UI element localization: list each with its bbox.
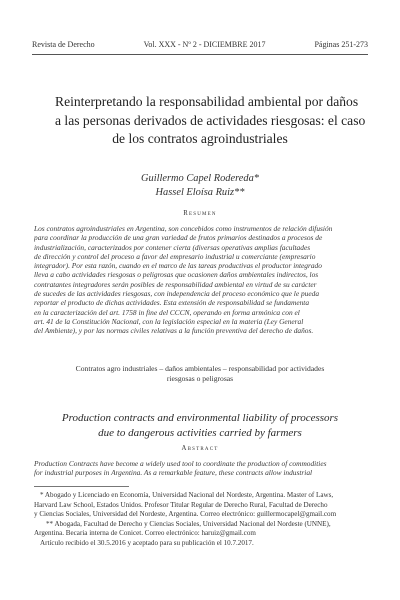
issue-info: Vol. XXX - Nº 2 - DICIEMBRE 2017 (143, 40, 266, 49)
footnote-line: ** Abogada, Facultad de Derecho y Ciencias Sociales, Universidad Nacional del Nordeste (UNNE), (46, 519, 331, 528)
page-range: Páginas 251-273 (314, 40, 368, 49)
header-divider (32, 54, 368, 55)
footnote-line: y Ciencias Sociales, Universidad del Nordeste, Argentina. Correo electrónico: guillermocapel@gmail.com (34, 510, 337, 519)
abstract-line: de dirección y control del proceso a favor del empresario industrial u comerciante (empresario (34, 251, 316, 261)
abstract-line: integrador). Por esta razón, cuando en el marco de las tareas productivas el productor integrado (34, 261, 322, 271)
abstract-line: industrialización, caracterizados por contener cierta (diversas operativas amplias facultades (34, 242, 311, 252)
abstract-line: para coordinar la producción de una gran variedad de frutos primarios destinados a procesos de (34, 233, 323, 243)
footnote-line: Argentina. Becaria interna de Conicet. Correo electrónico: haruiz@gmail.com (34, 529, 256, 538)
title-line: de los contratos agroindustriales (112, 131, 288, 146)
footnote-divider (34, 486, 129, 487)
english-abstract-line: Production Contracts have become a widely used tool to coordinate the production of commodities (34, 459, 327, 468)
keywords-line: Contratos agro industriales – daños ambientales – responsabilidad por actividades (75, 364, 325, 373)
english-title-line: Production contracts and environmental liability of processors (61, 412, 339, 424)
footnote-line: Harvard Law School, Estados Unidos. Profesor Titular Regular de Derecho Rural, Facultad de Derecho (34, 500, 328, 509)
journal-name: Revista de Derecho (32, 40, 95, 49)
author-list (0, 172, 400, 200)
title-line: Reinterpretando la responsabilidad ambiental por daños (55, 94, 359, 109)
english-title-line: due to dangerous activities carried by farmers (98, 427, 302, 439)
footnotes (34, 491, 366, 549)
abstract-line: lleva a cabo actividades riesgosas o peligrosas que ocasionen daños ambientales indirectos, los (34, 270, 319, 280)
english-abstract-line: for industrial purposes in Argentina. As a remarkable feature, these contracts allow industrial (34, 468, 313, 478)
abstract-line: Los contratos agroindustriales en Argentina, son concebidos como instrumentos de relación difusión (34, 224, 333, 233)
author-name: Guillermo Capel Rodereda* (141, 173, 259, 184)
abstract-heading: Resumen (183, 210, 217, 217)
abstract-line: de sucedes de las actividades riesgosas, con independencia del proceso económico que le pueda (34, 289, 320, 299)
english-abstract-heading: Abstract (181, 445, 219, 452)
english-title (40, 411, 360, 441)
footnote-line: * Abogado y Licenciado en Economía, Universidad Nacional del Nordeste, Argentina. Master of Laws, (40, 491, 334, 499)
english-abstract-body (34, 459, 366, 478)
footnote-line: Artículo recibido el 30.5.2016 y aceptado para su publicación el 10.7.2017. (40, 538, 254, 547)
abstract-line: art. 41 de la Constitución Nacional, con la legislación especial en la materia (Ley General (34, 316, 304, 326)
running-header (32, 40, 368, 49)
abstract-line: reportar el producto de dichas actividades. Esta extensión de responsabilidad se fundamenta (34, 298, 310, 308)
abstract-line: contratantes integradores serán posibles de responsabilidad ambiental en virtud de su carácter (34, 279, 317, 289)
abstract-body (34, 224, 366, 336)
author-name: Hassel Eloísa Ruiz** (155, 187, 245, 198)
article-title (55, 93, 366, 149)
abstract-line: del Ambiente), y por las normas civiles relativas a la función preventiva del derecho de daños. (34, 326, 314, 336)
abstract-line: en la caracterización del art. 1758 in fine del CCCN, operando en forma armónica con el (34, 307, 300, 317)
title-line: a las personas derivados de actividades riesgosas: el caso (55, 112, 366, 128)
keywords (40, 364, 360, 384)
keywords-line: riesgosas o peligrosas (166, 374, 234, 383)
